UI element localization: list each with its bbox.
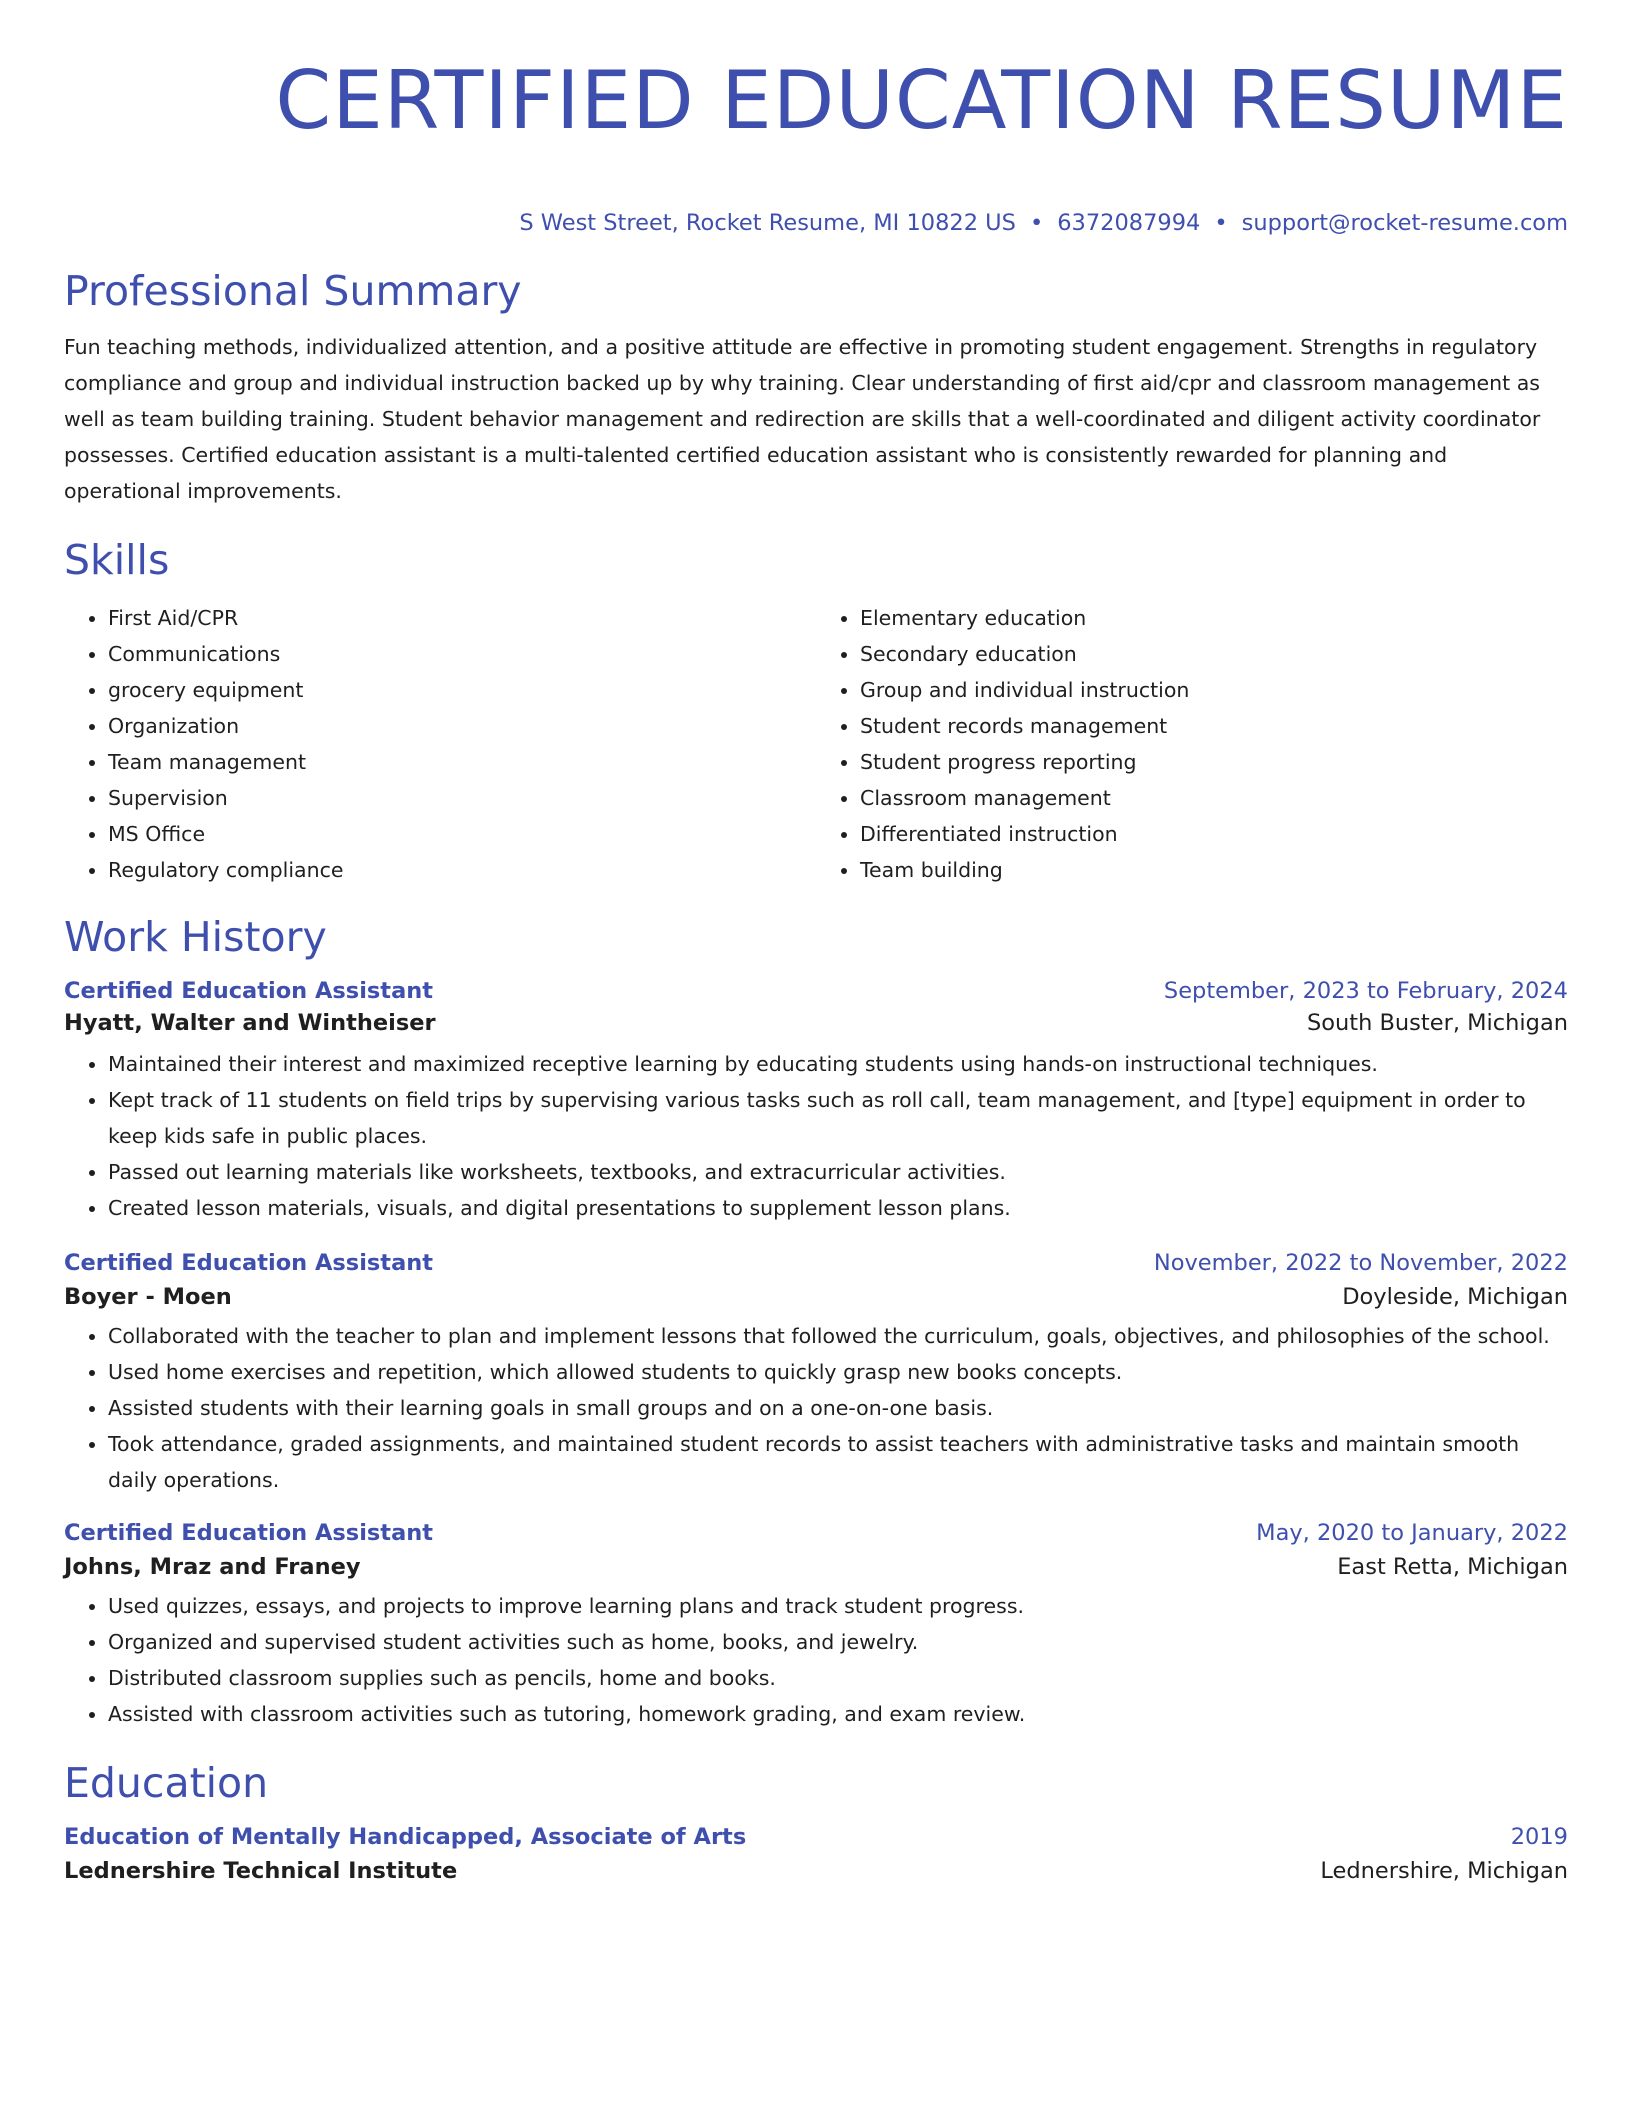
skill-item: • MS Office [108,816,816,852]
duty-item: • Assisted with classroom activities such as tutoring, homework grading, and exam review. [108,1696,1568,1732]
job-header [64,1250,1568,1276]
job-duties [64,1588,1568,1732]
job-duties [64,1046,1568,1226]
skill-item: • Classroom management [860,780,1568,816]
duty-item: • Maintained their interest and maximized receptive learning by educating students using hands-on instructional techniques. [108,1046,1568,1082]
duty-item: • Used quizzes, essays, and projects to improve learning plans and track student progress. [108,1588,1568,1624]
employer-name: Hyatt, Walter and Wintheiser [64,1010,436,1036]
education-entry [64,1824,1568,1884]
duty-item: • Organized and supervised student activities such as home, books, and jewelry. [108,1624,1568,1660]
address: S West Street, Rocket Resume, MI 10822 US [519,210,1016,236]
skill-item: • Elementary education [860,600,1568,636]
job-duties [64,1318,1568,1498]
degree: Education of Mentally Handicapped, Associate of Arts [64,1824,747,1850]
skill-item: • Communications [108,636,816,672]
skill-item: • Organization [108,708,816,744]
skill-item: • Differentiated instruction [860,816,1568,852]
job-title: Certified Education Assistant [64,978,434,1004]
contact-separator: • [1029,210,1044,236]
school-location: Lednershire, Michigan [1320,1858,1568,1884]
resume-title: CERTIFIED EDUCATION RESUME [275,54,1568,147]
job-location: East Retta, Michigan [1337,1554,1568,1580]
duty-item: • Passed out learning materials like worksheets, textbooks, and extracurricular activities. [108,1154,1568,1190]
skill-item: • Student records management [860,708,1568,744]
job-employer-row [64,1010,1568,1036]
skill-item: • Regulatory compliance [108,852,816,888]
duty-item: • Created lesson materials, visuals, and digital presentations to supplement lesson plans. [108,1190,1568,1226]
duty-item: • Distributed classroom supplies such as pencils, home and books. [108,1660,1568,1696]
job-entry [64,1250,1568,1498]
skills-column-right [816,600,1568,888]
contact-separator: • [1214,210,1228,236]
job-header [64,978,1568,1004]
graduation-year: 2019 [1510,1824,1568,1850]
email-link[interactable]: support@rocket-resume.com [1241,210,1568,236]
skills-list [64,600,1568,888]
contact-line [64,208,1568,238]
education-header [64,1824,1568,1850]
summary-text: Fun teaching methods, individualized attention, and a positive attitude are effective in promoting student engagement. Strengths in regulatory compliance and group and individual instruction backed up by why training. Clear understanding of first aid/cpr and classroom management as well as team building training. Student behavior management and redirection are skills that a well-coordinated and diligent activity coordinator possesses. Certified education assistant is a multi-talented certified education assistant who is consistently rewarded for planning and operational improvements. [64,335,1541,503]
job-dates: September, 2023 to February, 2024 [1163,978,1568,1004]
job-dates: November, 2022 to November, 2022 [1153,1250,1568,1276]
skills-heading: Skills [64,536,170,584]
duty-item: • Assisted students with their learning goals in small groups and on a one-on-one basis. [108,1390,1568,1426]
education-school-row [64,1858,1568,1884]
summary-heading: Professional Summary [64,267,522,315]
skills-column-left [64,600,816,888]
job-entry [64,978,1568,1226]
phone: 6372087994 [1057,210,1201,236]
skill-item: • Supervision [108,780,816,816]
skill-item: • Team building [860,852,1568,888]
job-employer-row [64,1284,1568,1310]
job-location: Doyleside, Michigan [1342,1284,1568,1310]
job-header [64,1520,1568,1546]
skill-item: • Secondary education [860,636,1568,672]
employer-name: Boyer - Moen [64,1284,232,1310]
work-history-heading: Work History [64,913,327,961]
education-heading: Education [64,1759,269,1807]
job-entry [64,1520,1568,1732]
duty-item: • Used home exercises and repetition, which allowed students to quickly grasp new books concepts. [108,1354,1568,1390]
duty-item: • Kept track of 11 students on field trips by supervising various tasks such as roll call, team management, and [type] equipment in order to keep kids safe in public places. [108,1082,1568,1154]
job-title: Certified Education Assistant [64,1250,434,1276]
employer-name: Johns, Mraz and Franey [64,1554,361,1580]
skill-item: • First Aid/CPR [108,600,816,636]
job-location: South Buster, Michigan [1306,1010,1568,1036]
skill-item: • grocery equipment [108,672,816,708]
duty-item: • Took attendance, graded assignments, and maintained student records to assist teachers with administrative tasks and maintain smooth daily operations. [108,1426,1568,1498]
job-title: Certified Education Assistant [64,1520,434,1546]
duty-item: • Collaborated with the teacher to plan and implement lessons that followed the curriculum, goals, objectives, and philosophies of the school. [108,1318,1568,1354]
school-name: Lednershire Technical Institute [64,1858,458,1884]
skill-item: • Team management [108,744,816,780]
skill-item: • Student progress reporting [860,744,1568,780]
skill-item: • Group and individual instruction [860,672,1568,708]
job-employer-row [64,1554,1568,1580]
job-dates: May, 2020 to January, 2022 [1256,1520,1568,1546]
